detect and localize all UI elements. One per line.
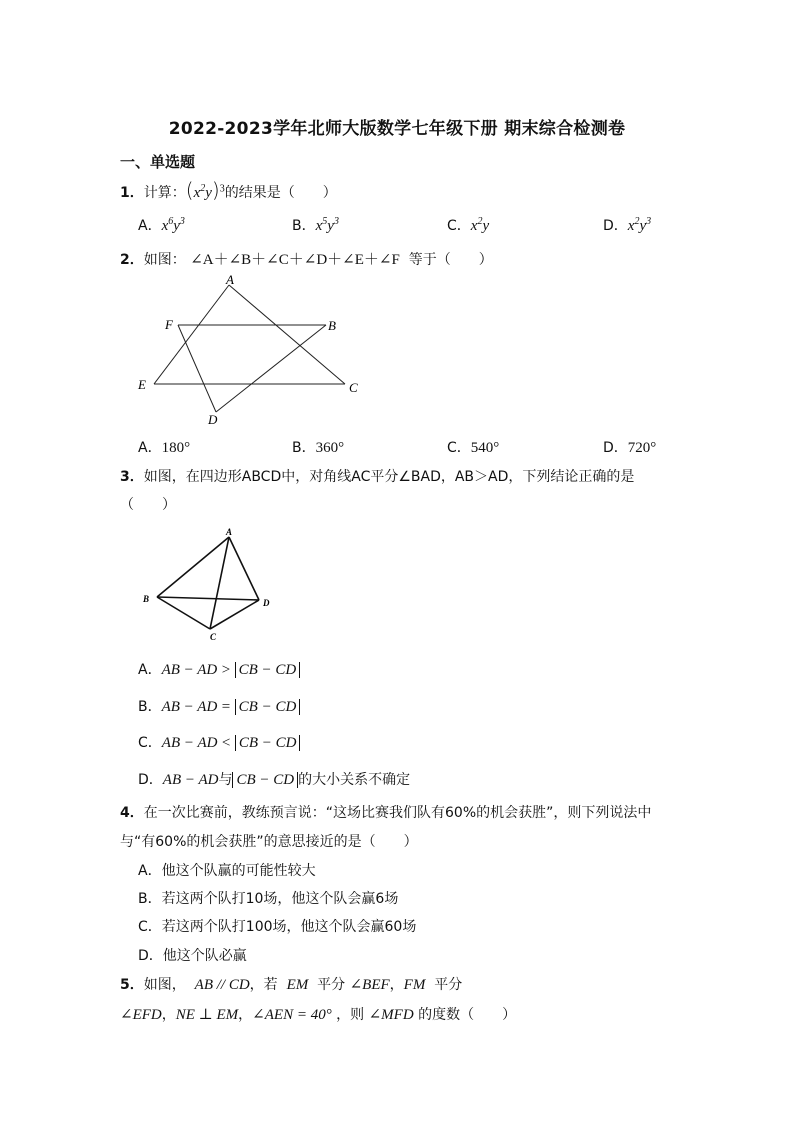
label-a: A	[226, 272, 234, 287]
option-a[interactable]: A．他这个队赢的可能性较大	[138, 863, 316, 879]
label-b: B	[328, 318, 336, 333]
question-3-line2: （ ）	[120, 497, 176, 513]
label-d: D	[263, 598, 270, 608]
figure-two-triangles	[130, 272, 370, 432]
question-suffix: 的结果是（ ）	[224, 185, 337, 201]
option-d[interactable]: D．720°	[603, 440, 657, 456]
label-a: A	[226, 527, 233, 537]
label-d: D	[208, 412, 218, 427]
line-fd	[178, 325, 216, 412]
label-b: B	[143, 594, 150, 604]
option-d[interactable]: D．他这个队必赢	[138, 948, 247, 964]
question-4: 4．在一次比赛前，教练预言说：“这场比赛我们队有60%的机会获胜”，则下列说法中	[120, 805, 652, 821]
option-d[interactable]: D．AB − AD与 CB − CD 的大小关系不确定	[138, 772, 411, 788]
question-2: 2．如图： ∠A＋∠B＋∠C＋∠D＋∠E＋∠F 等于（ ）	[120, 252, 493, 268]
option-c[interactable]: C．$x^2y$	[447, 216, 490, 234]
diagonal-bd	[157, 597, 259, 600]
option-c[interactable]: C．AB − AD < CB − CD	[138, 732, 300, 752]
option-a[interactable]: A．$x^6y^3$	[138, 216, 185, 234]
line-ae	[154, 285, 229, 384]
option-a[interactable]: A．180°	[138, 440, 191, 456]
option-b[interactable]: B．AB − AD = CB − CD	[138, 696, 300, 716]
question-5-line2: ∠EFD，NE ⊥ EM，∠AEN = 40° ，则 ∠MFD 的度数（ ）	[120, 1007, 517, 1023]
page-title: 2022-2023学年北师大版数学七年级下册 期末综合检测卷	[168, 119, 626, 139]
label-f: F	[165, 317, 173, 332]
section-heading: 一、单选题	[120, 153, 196, 171]
question-5: 5．如图， AB // CD，若 EM 平分 ∠BEF，FM 平分	[120, 977, 463, 993]
question-number: 2．	[120, 252, 144, 268]
math-expr: ∠A＋∠B＋∠C＋∠D＋∠E＋∠F	[190, 252, 400, 268]
question-number: 1．	[120, 185, 144, 201]
line-ac	[229, 285, 345, 384]
option-b[interactable]: B．若这两个队打10场，他这个队会赢6场	[138, 891, 399, 907]
option-d[interactable]: D．$x^2y^3$	[603, 216, 652, 234]
question-number: 5．	[120, 977, 144, 993]
side-ad	[229, 537, 259, 600]
option-b[interactable]: B．$x^5y^3$	[292, 216, 339, 234]
question-1: 1．计算：$(x^2y)^3$的结果是（ ）	[120, 178, 337, 202]
question-number: 3．	[120, 469, 144, 485]
line-bd	[216, 325, 326, 412]
question-text: 计算：	[143, 185, 186, 201]
option-b[interactable]: B．360°	[292, 440, 345, 456]
option-c[interactable]: C．若这两个队打100场，他这个队会赢60场	[138, 919, 417, 935]
question-number: 4．	[120, 805, 144, 821]
math-expr: $x^2y$	[193, 183, 212, 201]
figure-quadrilateral	[138, 524, 288, 644]
option-c[interactable]: C．540°	[447, 440, 500, 456]
option-a[interactable]: A．AB − AD > CB − CD	[138, 659, 300, 679]
side-bc	[157, 597, 210, 629]
label-c: C	[210, 632, 217, 642]
side-cd	[210, 600, 259, 629]
question-3: 3．如图，在四边形ABCD中，对角线AC平分∠BAD，AB＞AD，下列结论正确的是	[120, 469, 635, 485]
question-4-line2: 与“有60%的机会获胜”的意思接近的是（ ）	[120, 834, 418, 850]
label-c: C	[349, 380, 358, 395]
label-e: E	[138, 377, 146, 392]
